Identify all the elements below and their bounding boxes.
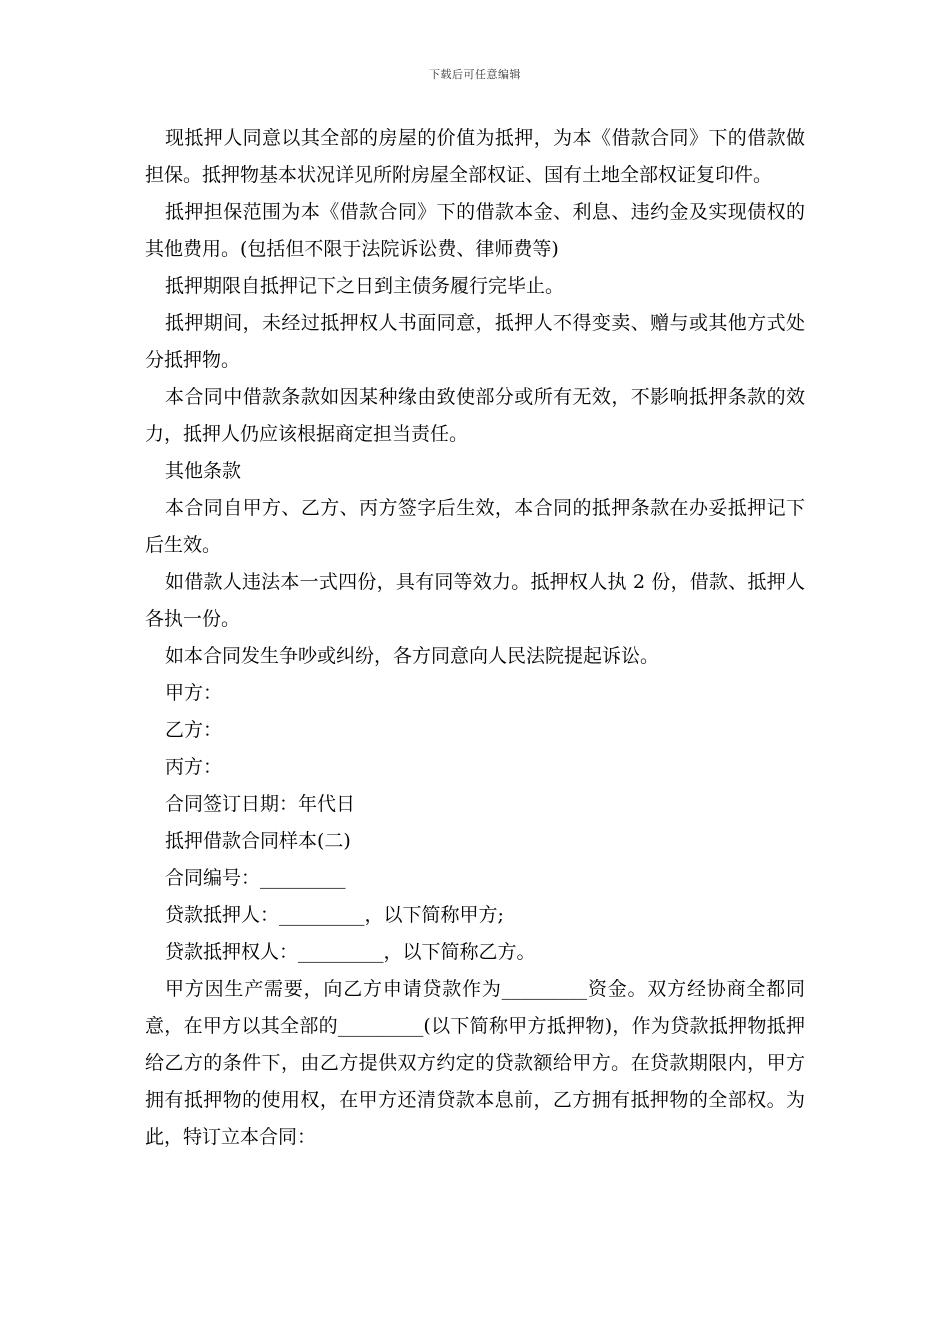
party-c-line: 丙方： bbox=[165, 756, 223, 778]
paragraph-guarantee-scope: 抵押担保范围为本《借款合同》下的借款本金、利息、违约金及实现债权的其他费用。(包括但不限于法院诉讼费、律师费等) bbox=[145, 201, 805, 260]
paragraph-clause-validity: 本合同中借款条款如因某种缘由致使部分或所有无效，不影响抵押条款的效力，抵押人仍应该根据商定担当责任。 bbox=[145, 386, 805, 445]
sample-two-title: 抵押借款合同样本(二) bbox=[165, 830, 351, 852]
paragraph-effective-date: 本合同自甲方、乙方、丙方签字后生效，本合同的抵押条款在办妥抵押记下后生效。 bbox=[145, 497, 805, 556]
signing-date-line: 合同签订日期：年代日 bbox=[165, 793, 356, 815]
paragraph-collateral-value: 现抵押人同意以其全部的房屋的价值为抵押，为本《借款合同》下的借款做担保。抵押物基本状况详见所附房屋全部权证、国有土地全部权证复印件。 bbox=[145, 127, 805, 186]
party-a-line: 甲方： bbox=[165, 682, 223, 704]
page-header-note: 下载后可任意编辑 bbox=[429, 68, 521, 81]
mortgagor-line: 贷款抵押人：_________，以下简称甲方; bbox=[165, 904, 504, 926]
paragraph-loan-purpose: 甲方因生产需要，向乙方申请贷款作为_________资金。双方经协商全都同意，在甲方以其全部的_________(以下简称甲方抵押物)，作为贷款抵押物抵押给乙方的条件下，由乙方提供双方约定的贷款额给甲方。在贷款期限内，甲方拥有抵押物的使用权，在甲方还清贷款本息前，乙方拥有抵押物的全部权。为此，特订立本合同： bbox=[145, 978, 805, 1148]
party-b-line: 乙方： bbox=[165, 719, 223, 741]
paragraph-disposal-restriction: 抵押期间，未经过抵押权人书面同意，抵押人不得变卖、赠与或其他方式处分抵押物。 bbox=[145, 312, 805, 371]
contract-number-line: 合同编号：_________ bbox=[165, 867, 346, 889]
document-body bbox=[145, 120, 805, 1156]
paragraph-copies: 如借款人违法本一式四份，具有同等效力。抵押权人执 2 份，借款、抵押人各执一份。 bbox=[145, 571, 805, 630]
paragraph-mortgage-term: 抵押期限自抵押记下之日到主债务履行完毕止。 bbox=[165, 275, 565, 297]
paragraph-dispute: 如本合同发生争吵或纠纷，各方同意向人民法院提起诉讼。 bbox=[165, 645, 660, 667]
mortgagee-line: 贷款抵押权人：_________，以下简称乙方。 bbox=[165, 941, 536, 963]
paragraph-other-clauses-heading: 其他条款 bbox=[165, 460, 242, 482]
